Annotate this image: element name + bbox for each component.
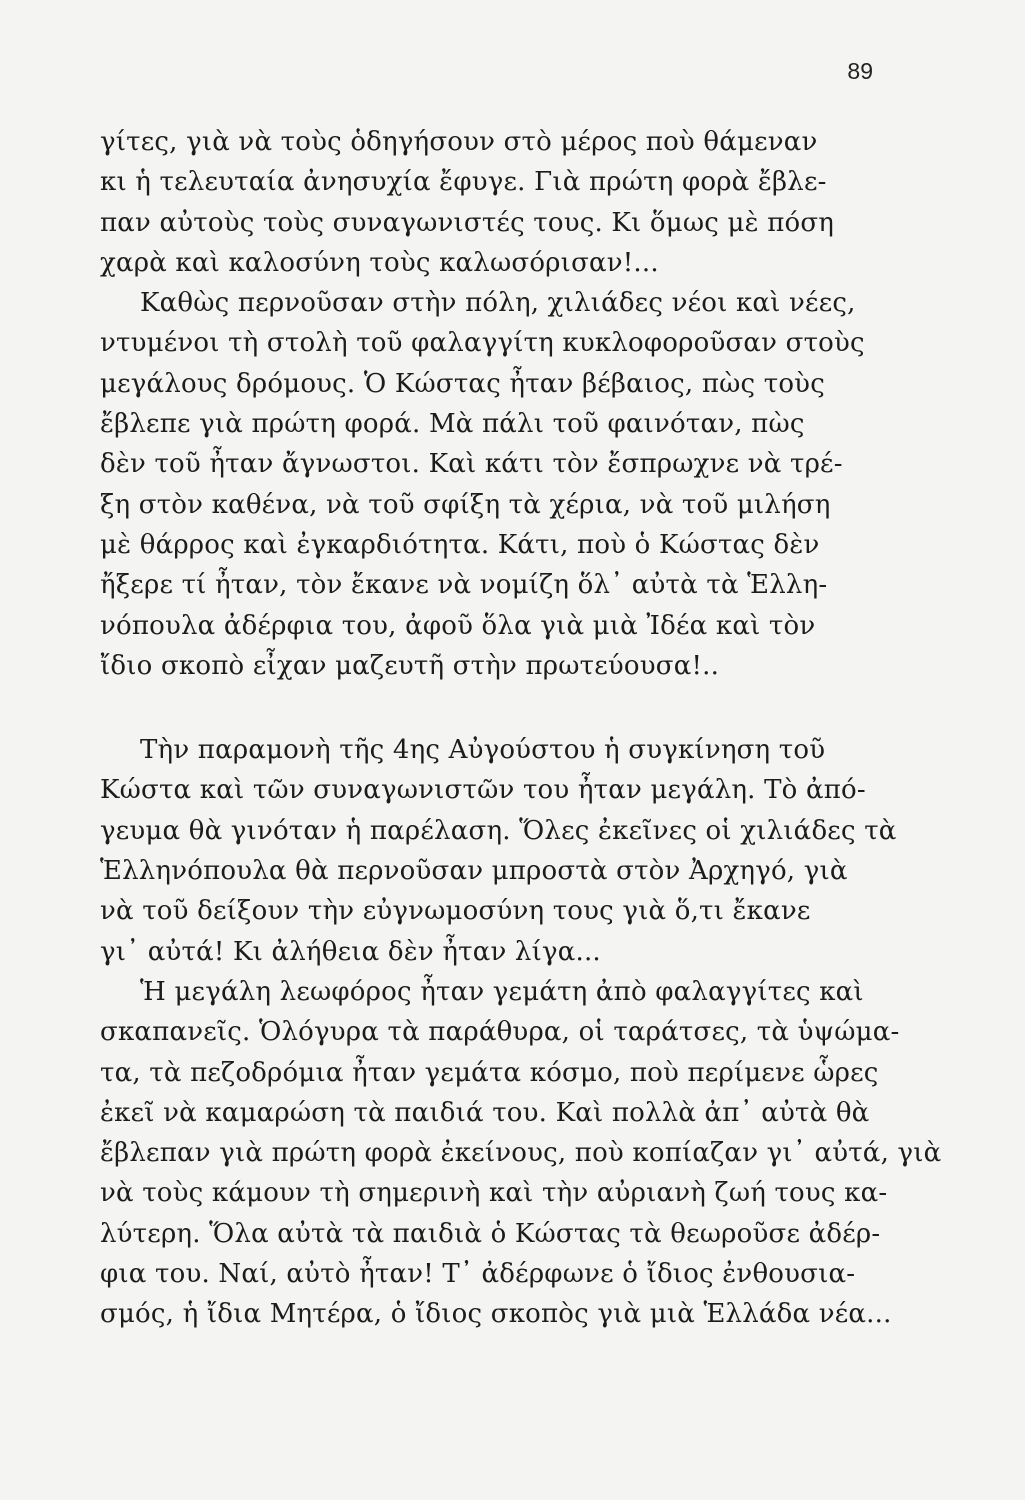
text-line: Κώστα καὶ τῶν συναγωνιστῶν του ἦταν μεγάλη. Τὸ ἀπό- xyxy=(100,775,866,806)
text-line: γευμα θὰ γινόταν ἡ παρέλαση. Ὅλες ἐκεῖνες οἱ χιλιάδες τὰ xyxy=(100,815,897,846)
text-line: χαρὰ καὶ καλοσύνη τοὺς καλωσόρισαν!... xyxy=(100,247,659,278)
body-text xyxy=(100,122,942,1335)
paragraph xyxy=(100,972,942,1335)
text-line: κι ἡ τελευταία ἀνησυχία ἔφυγε. Γιὰ πρώτη φορὰ ἔβλε- xyxy=(100,167,827,198)
text-line: παν αὐτοὺς τοὺς συναγωνιστές τους. Κι ὅμως μὲ πόση xyxy=(100,207,835,238)
text-line: Ἡ μεγάλη λεωφόρος ἦταν γεμάτη ἀπὸ φαλαγγίτες καὶ xyxy=(140,976,864,1007)
text-line: ἐκεῖ νὰ καμαρώση τὰ παιδιά του. Καὶ πολλὰ ἀπ᾽ αὐτὰ θὰ xyxy=(100,1097,870,1128)
text-line: Τὴν παραμονὴ τῆς 4ης Αὐγούστου ἡ συγκίνηση τοῦ xyxy=(140,735,826,766)
text-line: γι᾽ αὐτά! Κι ἀλήθεια δὲν ἦταν λίγα... xyxy=(100,936,601,967)
text-line: φια του. Ναί, αὐτὸ ἦταν! Τ᾽ ἀδέρφωνε ὁ ἴδιος ἐνθουσια- xyxy=(100,1259,856,1290)
text-line: Καθὼς περνοῦσαν στὴν πόλη, χιλιάδες νέοι καὶ νέες, xyxy=(140,288,856,319)
text-line: ἴδιο σκοπὸ εἶχαν μαζευτῆ στὴν πρωτεύουσα!.. xyxy=(100,650,720,681)
paragraph xyxy=(100,122,880,283)
text-line: ντυμένοι τὴ στολὴ τοῦ φαλαγγίτη κυκλοφοροῦσαν στοὺς xyxy=(100,328,865,359)
text-line: δὲν τοῦ ἦταν ἄγνωστοι. Καὶ κάτι τὸν ἔσπρωχνε νὰ τρέ- xyxy=(100,449,843,480)
text-line: ἔβλεπαν γιὰ πρώτη φορὰ ἐκείνους, ποὺ κοπίαζαν γι᾽ αὐτά, γιὰ xyxy=(100,1138,942,1169)
text-line: μεγάλους δρόμους. Ὁ Κώστας ἦταν βέβαιος, πὼς τοὺς xyxy=(100,368,825,399)
text-line: Ἑλληνόπουλα θὰ περνοῦσαν μπροστὰ στὸν Ἀρχηγό, γιὰ xyxy=(100,856,848,887)
text-line: τα, τὰ πεζοδρόμια ἦταν γεμάτα κόσμο, ποὺ περίμενε ὧρες xyxy=(100,1057,879,1088)
page-number: 89 xyxy=(847,58,873,84)
text-line: ξη στὸν καθένα, νὰ τοῦ σφίξη τὰ χέρια, νὰ τοῦ μιλήση xyxy=(100,489,831,520)
text-line: νὰ τοῦ δείξουν τὴν εὐγνωμοσύνη τους γιὰ ὅ,τι ἔκανε xyxy=(100,896,811,927)
text-line: ἤξερε τί ἦταν, τὸν ἔκανε νὰ νομίζη ὅλ᾽ αὐτὰ τὰ Ἑλλη- xyxy=(100,570,828,601)
paragraph-gap xyxy=(100,686,880,730)
text-line: σμός, ἡ ἴδια Μητέρα, ὁ ἴδιος σκοπὸς γιὰ μιὰ Ἑλλάδα νέα... xyxy=(100,1299,892,1330)
text-line: νὰ τοὺς κάμουν τὴ σημερινὴ καὶ τὴν αὐριανὴ ζωή τους κα- xyxy=(100,1178,888,1209)
paragraph xyxy=(100,283,880,686)
text-line: λύτερη. Ὅλα αὐτὰ τὰ παιδιὰ ὁ Κώστας τὰ θεωροῦσε ἀδέρ- xyxy=(100,1218,881,1249)
text-line: σκαπανεῖς. Ὁλόγυρα τὰ παράθυρα, οἱ ταράτσες, τὰ ὑψώμα- xyxy=(100,1017,900,1048)
text-line: μὲ θάρρος καὶ ἐγκαρδιότητα. Κάτι, ποὺ ὁ Κώστας δὲν xyxy=(100,529,820,560)
text-line: γίτες, γιὰ νὰ τοὺς ὁδηγήσουν στὸ μέρος ποὺ θάμεναν xyxy=(100,127,818,157)
paragraph xyxy=(100,730,897,972)
text-line: ἔβλεπε γιὰ πρώτη φορά. Μὰ πάλι τοῦ φαινόταν, πὼς xyxy=(100,409,805,440)
text-line: νόπουλα ἀδέρφια του, ἀφοῦ ὅλα γιὰ μιὰ Ἰδέα καὶ τὸν xyxy=(100,610,816,641)
